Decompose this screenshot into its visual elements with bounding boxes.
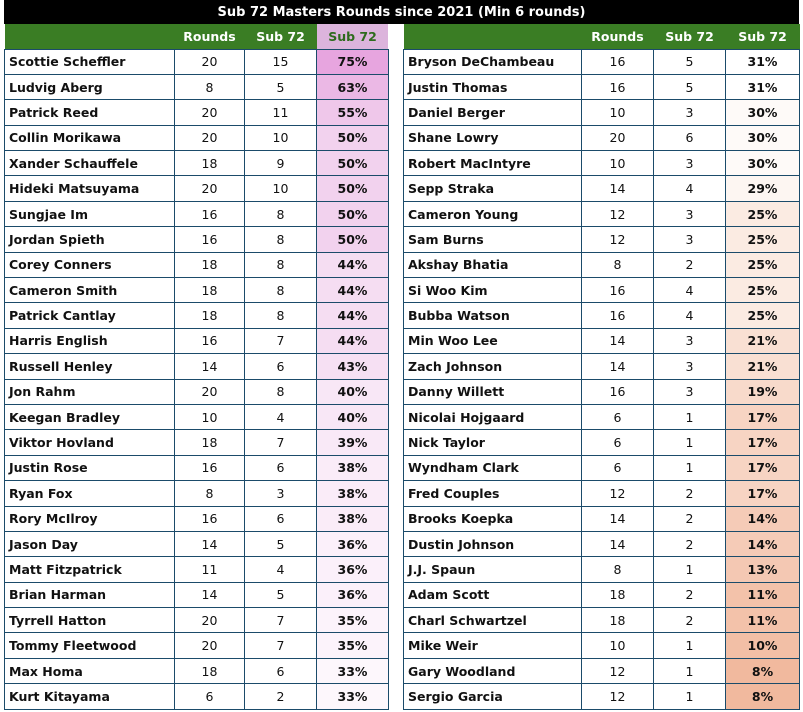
rounds-cell: 8 — [175, 481, 245, 506]
rounds-cell: 14 — [582, 176, 654, 201]
player-name-cell: Cameron Smith — [5, 278, 175, 303]
rounds-cell: 18 — [175, 430, 245, 455]
sub72-pct-cell: 36% — [317, 582, 389, 607]
sub72-pct-cell: 35% — [317, 608, 389, 633]
sub72-count-cell: 5 — [654, 74, 726, 99]
sub72-count-cell: 7 — [245, 328, 317, 353]
sub72-pct-cell: 25% — [726, 252, 800, 277]
player-name-cell: Dustin Johnson — [404, 531, 582, 556]
player-name-cell: Ryan Fox — [5, 481, 175, 506]
sub72-pct-cell: 30% — [726, 100, 800, 125]
rounds-cell: 20 — [175, 608, 245, 633]
table-row — [404, 49, 800, 74]
rounds-cell: 16 — [582, 303, 654, 328]
sub72-count-cell: 2 — [654, 252, 726, 277]
sub72-pct-cell: 14% — [726, 531, 800, 556]
table-row — [404, 227, 800, 252]
rounds-cell: 20 — [175, 379, 245, 404]
table-row — [5, 303, 389, 328]
rounds-cell: 18 — [582, 608, 654, 633]
rounds-cell: 8 — [175, 74, 245, 99]
column-header-sub72-pct: Sub 72 — [317, 24, 389, 49]
sub72-count-cell: 7 — [245, 430, 317, 455]
sub72-pct-cell: 17% — [726, 430, 800, 455]
sub72-count-cell: 4 — [245, 557, 317, 582]
sub72-pct-cell: 25% — [726, 303, 800, 328]
player-name-cell: Fred Couples — [404, 481, 582, 506]
table-row — [404, 684, 800, 709]
sub72-count-cell: 2 — [654, 582, 726, 607]
rounds-cell: 12 — [582, 684, 654, 709]
sub72-count-cell: 1 — [654, 658, 726, 683]
sub72-count-cell: 4 — [654, 278, 726, 303]
player-name-cell: Cameron Young — [404, 201, 582, 226]
player-name-cell: Viktor Hovland — [5, 430, 175, 455]
sub72-count-cell: 2 — [245, 684, 317, 709]
table-row — [404, 74, 800, 99]
table-row — [5, 557, 389, 582]
sub72-pct-cell: 44% — [317, 252, 389, 277]
player-name-cell: Corey Conners — [5, 252, 175, 277]
sub72-count-cell: 5 — [245, 531, 317, 556]
rounds-cell: 14 — [175, 354, 245, 379]
table-row — [404, 176, 800, 201]
sub72-pct-cell: 33% — [317, 684, 389, 709]
player-name-cell: Si Woo Kim — [404, 278, 582, 303]
sub72-count-cell: 8 — [245, 379, 317, 404]
rounds-cell: 14 — [582, 531, 654, 556]
player-name-cell: Harris English — [5, 328, 175, 353]
rounds-cell: 12 — [582, 201, 654, 226]
sub72-pct-cell: 30% — [726, 151, 800, 176]
rounds-cell: 14 — [175, 531, 245, 556]
rounds-cell: 14 — [582, 506, 654, 531]
player-name-cell: Nicolai Hojgaard — [404, 404, 582, 429]
player-name-cell: Wyndham Clark — [404, 455, 582, 480]
rounds-cell: 16 — [582, 74, 654, 99]
sub72-count-cell: 11 — [245, 100, 317, 125]
table-row — [404, 404, 800, 429]
sub72-count-cell: 5 — [654, 49, 726, 74]
sub72-count-cell: 1 — [654, 633, 726, 658]
player-name-cell: Danny Willett — [404, 379, 582, 404]
table-row — [5, 404, 389, 429]
table-row — [404, 379, 800, 404]
table-row — [5, 506, 389, 531]
sub72-pct-cell: 17% — [726, 404, 800, 429]
rounds-cell: 6 — [175, 684, 245, 709]
sub72-pct-cell: 75% — [317, 49, 389, 74]
table-row — [404, 252, 800, 277]
table-row — [5, 379, 389, 404]
sub72-count-cell: 8 — [245, 252, 317, 277]
rounds-cell: 12 — [582, 658, 654, 683]
rounds-cell: 16 — [175, 227, 245, 252]
table-row — [5, 227, 389, 252]
player-name-cell: Bubba Watson — [404, 303, 582, 328]
sub72-count-cell: 3 — [654, 151, 726, 176]
rounds-cell: 8 — [582, 557, 654, 582]
table-row — [404, 328, 800, 353]
player-name-cell: Brian Harman — [5, 582, 175, 607]
table-row — [5, 455, 389, 480]
rounds-cell: 10 — [582, 100, 654, 125]
sub72-pct-cell: 38% — [317, 455, 389, 480]
rounds-cell: 20 — [175, 100, 245, 125]
column-header-player — [404, 24, 582, 49]
sub72-count-cell: 2 — [654, 531, 726, 556]
player-name-cell: Jon Rahm — [5, 379, 175, 404]
player-name-cell: Tommy Fleetwood — [5, 633, 175, 658]
player-name-cell: Robert MacIntyre — [404, 151, 582, 176]
sub72-pct-cell: 40% — [317, 404, 389, 429]
rounds-cell: 14 — [175, 582, 245, 607]
sub72-pct-cell: 44% — [317, 328, 389, 353]
sub72-count-cell: 15 — [245, 49, 317, 74]
rounds-cell: 14 — [582, 354, 654, 379]
sub72-pct-cell: 25% — [726, 201, 800, 226]
player-name-cell: J.J. Spaun — [404, 557, 582, 582]
table-row — [404, 608, 800, 633]
sub72-count-cell: 3 — [654, 354, 726, 379]
player-name-cell: Jordan Spieth — [5, 227, 175, 252]
player-name-cell: Sepp Straka — [404, 176, 582, 201]
sub72-pct-cell: 13% — [726, 557, 800, 582]
sub72-pct-cell: 44% — [317, 278, 389, 303]
sub72-count-cell: 3 — [654, 201, 726, 226]
player-name-cell: Kurt Kitayama — [5, 684, 175, 709]
rounds-cell: 16 — [582, 379, 654, 404]
sub72-count-cell: 9 — [245, 151, 317, 176]
sub72-pct-cell: 11% — [726, 608, 800, 633]
sub72-pct-cell: 14% — [726, 506, 800, 531]
sub72-pct-cell: 8% — [726, 658, 800, 683]
page-title: Sub 72 Masters Rounds since 2021 (Min 6 rounds) — [4, 0, 799, 24]
sub72-pct-cell: 38% — [317, 506, 389, 531]
table-row — [5, 633, 389, 658]
table-row — [5, 278, 389, 303]
sub72-count-cell: 7 — [245, 608, 317, 633]
sub72-pct-cell: 21% — [726, 354, 800, 379]
table-row — [5, 430, 389, 455]
right-header-row — [404, 24, 800, 49]
sub72-pct-cell: 36% — [317, 531, 389, 556]
table-row — [404, 455, 800, 480]
sub72-pct-cell: 50% — [317, 227, 389, 252]
rounds-cell: 20 — [175, 125, 245, 150]
sub72-count-cell: 3 — [654, 328, 726, 353]
sub72-count-cell: 6 — [245, 354, 317, 379]
sub72-pct-cell: 55% — [317, 100, 389, 125]
player-name-cell: Patrick Cantlay — [5, 303, 175, 328]
right-stats-table — [403, 24, 800, 710]
player-name-cell: Mike Weir — [404, 633, 582, 658]
player-name-cell: Matt Fitzpatrick — [5, 557, 175, 582]
rounds-cell: 10 — [582, 633, 654, 658]
sub72-pct-cell: 31% — [726, 74, 800, 99]
player-name-cell: Brooks Koepka — [404, 506, 582, 531]
table-gap — [388, 24, 403, 49]
player-name-cell: Daniel Berger — [404, 100, 582, 125]
rounds-cell: 18 — [175, 252, 245, 277]
table-row — [404, 506, 800, 531]
rounds-cell: 6 — [582, 404, 654, 429]
player-name-cell: Charl Schwartzel — [404, 608, 582, 633]
sub72-count-cell: 3 — [654, 100, 726, 125]
sub72-count-cell: 3 — [654, 227, 726, 252]
table-row — [404, 531, 800, 556]
sub72-pct-cell: 50% — [317, 151, 389, 176]
table-row — [404, 430, 800, 455]
sub72-count-cell: 8 — [245, 278, 317, 303]
sub72-count-cell: 2 — [654, 506, 726, 531]
column-header-sub72-count: Sub 72 — [245, 24, 317, 49]
player-name-cell: Zach Johnson — [404, 354, 582, 379]
table-row — [404, 658, 800, 683]
sub72-count-cell: 2 — [654, 481, 726, 506]
table-row — [5, 125, 389, 150]
sub72-pct-cell: 33% — [317, 658, 389, 683]
rounds-cell: 18 — [175, 278, 245, 303]
table-row — [404, 100, 800, 125]
player-name-cell: Xander Schauffele — [5, 151, 175, 176]
table-row — [5, 582, 389, 607]
rounds-cell: 12 — [582, 227, 654, 252]
table-row — [404, 201, 800, 226]
rounds-cell: 18 — [175, 303, 245, 328]
column-header-player — [5, 24, 175, 49]
column-header-sub72-pct: Sub 72 — [726, 24, 800, 49]
left-stats-table — [4, 24, 389, 710]
table-row — [5, 328, 389, 353]
player-name-cell: Justin Thomas — [404, 74, 582, 99]
sub72-pct-cell: 35% — [317, 633, 389, 658]
rounds-cell: 18 — [175, 658, 245, 683]
sub72-pct-cell: 10% — [726, 633, 800, 658]
player-name-cell: Justin Rose — [5, 455, 175, 480]
sub72-pct-cell: 11% — [726, 582, 800, 607]
sub72-pct-cell: 25% — [726, 278, 800, 303]
sub72-pct-cell: 29% — [726, 176, 800, 201]
rounds-cell: 16 — [582, 278, 654, 303]
player-name-cell: Jason Day — [5, 531, 175, 556]
sub72-count-cell: 5 — [245, 74, 317, 99]
sub72-pct-cell: 50% — [317, 125, 389, 150]
sub72-pct-cell: 40% — [317, 379, 389, 404]
sub72-count-cell: 4 — [245, 404, 317, 429]
sub72-count-cell: 1 — [654, 557, 726, 582]
table-row — [5, 354, 389, 379]
sub72-count-cell: 6 — [245, 658, 317, 683]
player-name-cell: Collin Morikawa — [5, 125, 175, 150]
table-row — [5, 176, 389, 201]
table-row — [5, 49, 389, 74]
player-name-cell: Sergio Garcia — [404, 684, 582, 709]
sub72-pct-cell: 50% — [317, 201, 389, 226]
player-name-cell: Max Homa — [5, 658, 175, 683]
player-name-cell: Ludvig Aberg — [5, 74, 175, 99]
sub72-count-cell: 1 — [654, 684, 726, 709]
rounds-cell: 18 — [582, 582, 654, 607]
rounds-cell: 20 — [175, 633, 245, 658]
table-row — [404, 354, 800, 379]
sub72-pct-cell: 38% — [317, 481, 389, 506]
rounds-cell: 16 — [175, 328, 245, 353]
player-name-cell: Akshay Bhatia — [404, 252, 582, 277]
player-name-cell: Patrick Reed — [5, 100, 175, 125]
rounds-cell: 20 — [175, 49, 245, 74]
table-row — [5, 481, 389, 506]
rounds-cell: 8 — [582, 252, 654, 277]
rounds-cell: 14 — [582, 328, 654, 353]
player-name-cell: Shane Lowry — [404, 125, 582, 150]
sub72-count-cell: 1 — [654, 455, 726, 480]
table-row — [404, 481, 800, 506]
table-row — [5, 608, 389, 633]
table-row — [5, 201, 389, 226]
sub72-pct-cell: 25% — [726, 227, 800, 252]
player-name-cell: Nick Taylor — [404, 430, 582, 455]
player-name-cell: Rory McIlroy — [5, 506, 175, 531]
player-name-cell: Min Woo Lee — [404, 328, 582, 353]
player-name-cell: Russell Henley — [5, 354, 175, 379]
player-name-cell: Scottie Scheffler — [5, 49, 175, 74]
table-row — [404, 278, 800, 303]
table-row — [5, 531, 389, 556]
rounds-cell: 16 — [175, 201, 245, 226]
table-row — [404, 303, 800, 328]
player-name-cell: Hideki Matsuyama — [5, 176, 175, 201]
player-name-cell: Tyrrell Hatton — [5, 608, 175, 633]
table-row — [5, 658, 389, 683]
sub72-count-cell: 6 — [245, 506, 317, 531]
table-row — [5, 252, 389, 277]
rounds-cell: 10 — [175, 404, 245, 429]
rounds-cell: 16 — [175, 455, 245, 480]
rounds-cell: 10 — [582, 151, 654, 176]
rounds-cell: 12 — [582, 481, 654, 506]
table-row — [5, 684, 389, 709]
table-row — [404, 151, 800, 176]
player-name-cell: Keegan Bradley — [5, 404, 175, 429]
rounds-cell: 16 — [582, 49, 654, 74]
sub72-count-cell: 6 — [654, 125, 726, 150]
right-table-body — [404, 49, 800, 709]
table-row — [5, 100, 389, 125]
sub72-count-cell: 1 — [654, 430, 726, 455]
sub72-count-cell: 3 — [654, 379, 726, 404]
player-name-cell: Sam Burns — [404, 227, 582, 252]
rounds-cell: 20 — [175, 176, 245, 201]
rounds-cell: 16 — [175, 506, 245, 531]
sub72-count-cell: 2 — [654, 608, 726, 633]
sub72-count-cell: 3 — [245, 481, 317, 506]
sub72-pct-cell: 17% — [726, 455, 800, 480]
rounds-cell: 11 — [175, 557, 245, 582]
sub72-pct-cell: 39% — [317, 430, 389, 455]
table-row — [5, 74, 389, 99]
sub72-count-cell: 8 — [245, 227, 317, 252]
sub72-pct-cell: 17% — [726, 481, 800, 506]
table-row — [404, 125, 800, 150]
sub72-pct-cell: 30% — [726, 125, 800, 150]
rounds-cell: 20 — [582, 125, 654, 150]
sub72-count-cell: 4 — [654, 176, 726, 201]
sub72-pct-cell: 8% — [726, 684, 800, 709]
left-table-body — [5, 49, 389, 709]
player-name-cell: Adam Scott — [404, 582, 582, 607]
sub72-count-cell: 8 — [245, 303, 317, 328]
rounds-cell: 6 — [582, 430, 654, 455]
sub72-count-cell: 6 — [245, 455, 317, 480]
sub72-pct-cell: 36% — [317, 557, 389, 582]
sub72-pct-cell: 19% — [726, 379, 800, 404]
table-row — [404, 633, 800, 658]
left-header-row — [5, 24, 389, 49]
column-header-rounds: Rounds — [175, 24, 245, 49]
rounds-cell: 6 — [582, 455, 654, 480]
sub72-count-cell: 10 — [245, 125, 317, 150]
sub72-count-cell: 5 — [245, 582, 317, 607]
sub72-pct-cell: 50% — [317, 176, 389, 201]
sub72-count-cell: 1 — [654, 404, 726, 429]
player-name-cell: Bryson DeChambeau — [404, 49, 582, 74]
sub72-count-cell: 4 — [654, 303, 726, 328]
sub72-pct-cell: 31% — [726, 49, 800, 74]
sub72-count-cell: 8 — [245, 201, 317, 226]
player-name-cell: Sungjae Im — [5, 201, 175, 226]
sub72-pct-cell: 63% — [317, 74, 389, 99]
sub72-count-cell: 7 — [245, 633, 317, 658]
column-header-sub72-count: Sub 72 — [654, 24, 726, 49]
sub72-pct-cell: 44% — [317, 303, 389, 328]
sub72-pct-cell: 21% — [726, 328, 800, 353]
sub72-pct-cell: 43% — [317, 354, 389, 379]
table-row — [404, 582, 800, 607]
rounds-cell: 18 — [175, 151, 245, 176]
column-header-rounds: Rounds — [582, 24, 654, 49]
table-row — [404, 557, 800, 582]
table-row — [5, 151, 389, 176]
sub72-count-cell: 10 — [245, 176, 317, 201]
player-name-cell: Gary Woodland — [404, 658, 582, 683]
